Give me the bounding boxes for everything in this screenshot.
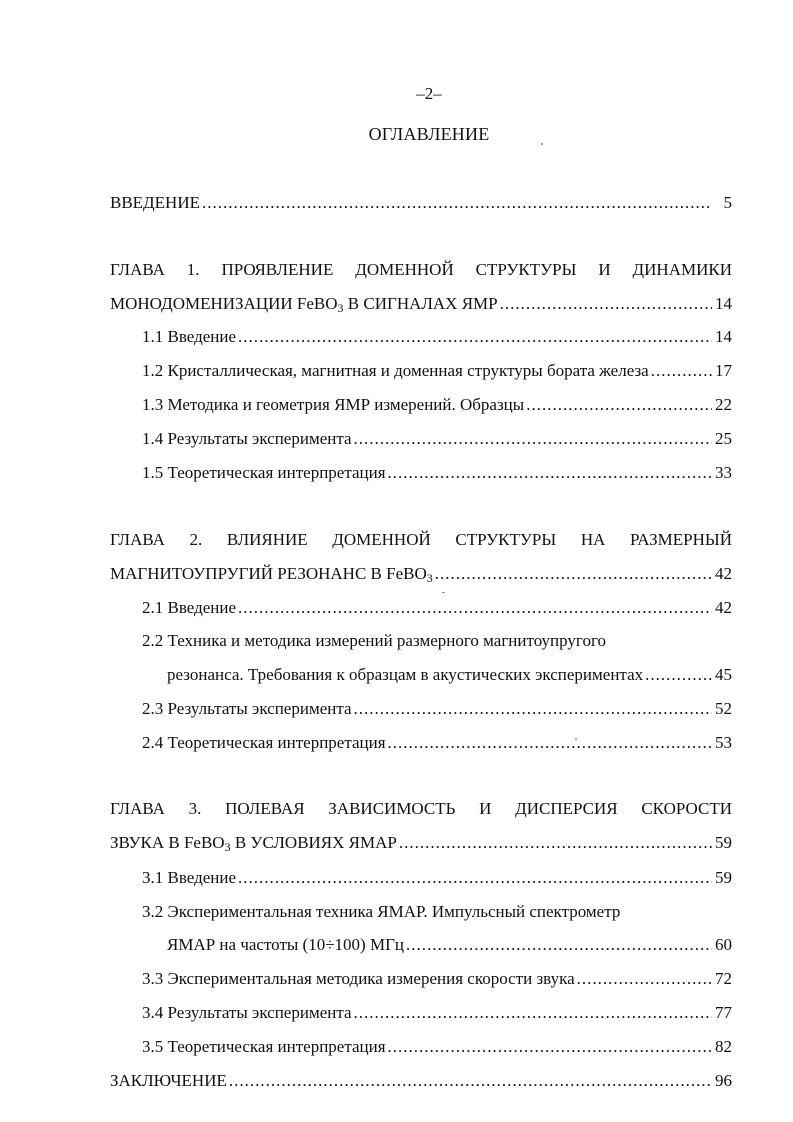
dot-leader	[651, 359, 712, 383]
dot-leader	[406, 933, 712, 957]
toc-section-1-4[interactable]: 1.4 Результаты эксперимента ..... 25	[142, 427, 732, 451]
toc-section-2-2[interactable]: 2.2 Техника и методика измерений размерного магнитоупругого	[142, 631, 607, 650]
toc-entry-intro[interactable]	[110, 191, 732, 215]
toc-section-3-1[interactable]: 3.1 Введение ..... 59	[142, 866, 732, 890]
dot-leader	[388, 1035, 712, 1059]
scan-speck	[442, 592, 445, 593]
toc-page-number: 14	[715, 294, 732, 313]
toc-section-3-2-continuation[interactable]: ЯМАР на частоты (10÷100) МГц ..... 60	[167, 933, 732, 957]
toc-section-2-2-continuation[interactable]: резонанса. Требования к образцам в акустических экспериментах ..... 45	[167, 663, 732, 687]
toc-section-1-2[interactable]: 1.2 Кристаллическая, магнитная и доменная структуры бората железа ..... 17	[142, 359, 732, 383]
toc-section-2-4[interactable]: 2.4 Теоретическая интерпретация ..... 53	[142, 731, 732, 755]
toc-section-1-1[interactable]: 1.1 Введение ..... 14	[142, 325, 732, 349]
page-number: –2–	[416, 84, 442, 103]
toc-entry-text: ЗВУКА В FeBO3 В УСЛОВИЯХ ЯМАР	[110, 833, 397, 854]
dot-leader	[354, 697, 712, 721]
toc-section-1-5[interactable]: 1.5 Теоретическая интерпретация ..... 33	[142, 461, 732, 485]
toc-section-3-5[interactable]: 3.5 Теоретическая интерпретация ..... 82	[142, 1035, 732, 1059]
toc-entry-text: ВВЕДЕНИЕ	[110, 193, 200, 212]
toc-section-3-4[interactable]: 3.4 Результаты эксперимента ..... 77	[142, 1001, 732, 1025]
toc-title: ОГЛАВЛЕНИЕ	[368, 124, 490, 144]
toc-section-1-3[interactable]: 1.3 Методика и геометрия ЯМР измерений. Образцы ..... 22	[142, 393, 732, 417]
dot-leader	[645, 663, 712, 687]
toc-entry-text: ЗАКЛЮЧЕНИЕ	[110, 1071, 227, 1090]
toc-page-number: 59	[715, 833, 732, 852]
toc-section-3-3[interactable]: 3.3 Экспериментальная методика измерения скорости звука ..... 72	[142, 967, 732, 991]
scan-speck	[541, 143, 543, 145]
dot-leader	[388, 731, 712, 755]
scan-speck	[575, 738, 577, 740]
chapter-1-title[interactable]: ГЛАВА 1. ПРОЯВЛЕНИЕ ДОМЕННОЙ СТРУКТУРЫ И ДИНАМИКИ	[110, 260, 732, 279]
dot-leader	[238, 325, 712, 349]
dot-leader	[202, 191, 712, 215]
chapter-2-title-end[interactable]	[110, 562, 732, 586]
dot-leader	[238, 596, 712, 620]
dot-leader	[388, 461, 712, 485]
dot-leader	[354, 1001, 712, 1025]
dot-leader	[526, 393, 712, 417]
toc-page-number: 96	[715, 1071, 732, 1090]
toc-page-number: 5	[723, 193, 732, 212]
toc-entry-text: МОНОДОМЕНИЗАЦИИ FeBO3 В СИГНАЛАХ ЯМР	[110, 294, 498, 315]
dot-leader	[238, 866, 712, 890]
toc-page-number: 42	[715, 564, 732, 583]
chapter-2-title[interactable]: ГЛАВА 2. ВЛИЯНИЕ ДОМЕННОЙ СТРУКТУРЫ НА РАЗМЕРНЫЙ	[110, 530, 732, 549]
chapter-3-title-end[interactable]	[110, 831, 732, 855]
dot-leader	[354, 427, 712, 451]
toc-entry-text: МАГНИТОУПРУГИЙ РЕЗОНАНС В FeBO3	[110, 564, 433, 585]
dot-leader	[500, 292, 712, 316]
toc-section-3-2[interactable]: 3.2 Экспериментальная техника ЯМАР. Импульсный спектрометр	[142, 902, 621, 921]
chapter-1-title-end[interactable]	[110, 292, 732, 316]
chapter-3-title[interactable]: ГЛАВА 3. ПОЛЕВАЯ ЗАВИСИМОСТЬ И ДИСПЕРСИЯ СКОРОСТИ	[110, 799, 732, 818]
dot-leader	[435, 562, 712, 586]
toc-entry-conclusion[interactable]	[110, 1069, 732, 1093]
dot-leader	[399, 831, 712, 855]
dot-leader	[229, 1069, 712, 1093]
dot-leader	[577, 967, 712, 991]
toc-section-2-1[interactable]: 2.1 Введение ..... 42	[142, 596, 732, 620]
toc-section-2-3[interactable]: 2.3 Результаты эксперимента ..... 52	[142, 697, 732, 721]
